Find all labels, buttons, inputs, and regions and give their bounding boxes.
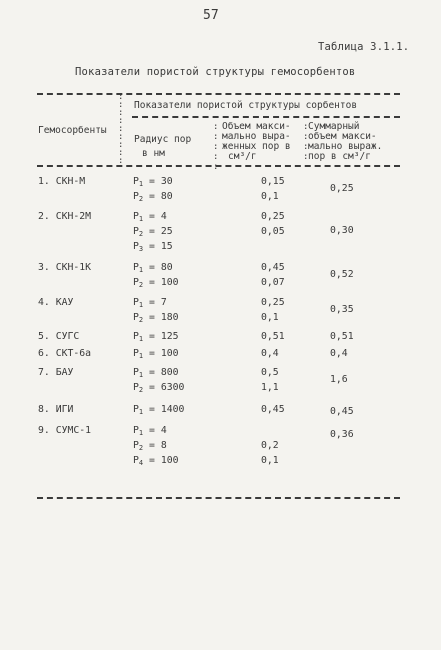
pore-index: 1: [138, 335, 144, 343]
pore-index: 1: [138, 180, 144, 188]
pore-index: 3: [138, 245, 144, 253]
pore-volume: 0,51: [261, 331, 285, 342]
header-col-volume-l3: женных пор в: [222, 141, 291, 152]
header-col-sorbents: Гемосорбенты: [38, 125, 107, 136]
sorbent-name: 6. СКТ-6а: [38, 348, 92, 359]
total-volume: 0,35: [330, 304, 354, 315]
table-number: Таблица 3.1.1.: [318, 41, 410, 53]
header-col-total: [308, 122, 382, 162]
pore-index: 1: [138, 266, 144, 274]
header-col-volume-l1: Объем макси-: [222, 121, 291, 132]
sorbent-name: 5. СУГС: [38, 331, 80, 342]
header-bottom-rule: [37, 165, 400, 167]
pore-volume: 0,45: [261, 404, 285, 415]
header-col-volume-l2: мально выра-: [222, 131, 291, 142]
pore-volume: 1,1: [261, 382, 279, 393]
header-col-volume-l4: см³/г: [228, 151, 257, 162]
pore-radius: $P_2 = 100$: [133, 277, 179, 289]
total-volume: 0,51: [330, 331, 354, 342]
pore-index: 1: [138, 429, 144, 437]
pore-radius: $P_2 = 80$: [133, 191, 173, 203]
pore-radius: $P_1 = 80$: [133, 262, 173, 274]
total-volume: 1,6: [330, 374, 348, 385]
header-group: Показатели пористой структуры сорбентов: [134, 100, 358, 111]
pore-radius: $P_1 = 800$: [133, 367, 179, 379]
pore-volume: 0,45: [261, 262, 285, 273]
pore-volume: 0,1: [261, 455, 279, 466]
pore-index: 2: [138, 316, 144, 324]
total-volume: 0,45: [330, 406, 354, 417]
pore-index: 2: [138, 230, 144, 238]
pore-index: 2: [138, 386, 144, 394]
total-volume: 0,4: [330, 348, 348, 359]
pore-index: 4: [138, 459, 144, 467]
pore-volume: 0,1: [261, 191, 279, 202]
table-title: Показатели пористой структуры гемосорбентов: [75, 66, 356, 78]
pore-radius: $P_2 = 180$: [133, 312, 179, 324]
table-bottom-rule: [37, 497, 400, 499]
sorbent-name: 8. ИГИ: [38, 404, 74, 415]
total-volume: 0,30: [330, 225, 354, 236]
pore-radius: $P_2 = 6300$: [133, 382, 185, 394]
header-separator-2: : : : : :: [213, 122, 219, 172]
pore-radius: $P_3 = 15$: [133, 241, 173, 253]
pore-radius: $P_2 = 25$: [133, 226, 173, 238]
header-col-radius-l2: в нм: [142, 148, 165, 159]
total-volume: 0,52: [330, 269, 354, 280]
sorbent-name: 9. СУМС-1: [38, 425, 92, 436]
sorbent-name: 7. БАУ: [38, 367, 74, 378]
header-col-radius: [134, 135, 191, 163]
pore-volume: 0,25: [261, 297, 285, 308]
header-col-total-l1: Суммарный: [308, 121, 360, 132]
pore-index: 1: [138, 215, 144, 223]
header-separator: : : : : : : : : :: [118, 92, 124, 166]
header-col-total-l2: объем макси-: [308, 131, 377, 142]
pore-volume: 0,2: [261, 440, 279, 451]
header-separator-3: : : : :: [303, 122, 309, 162]
page-number: 57: [203, 8, 219, 23]
header-col-volume: [222, 122, 291, 162]
pore-index: 1: [138, 301, 144, 309]
pore-index: 2: [138, 444, 144, 452]
header-col-total-l4: пор в см³/г: [308, 151, 371, 162]
header-group-rule: [132, 116, 400, 118]
total-volume: 0,36: [330, 429, 354, 440]
pore-radius: $P_1 = 1400$: [133, 404, 185, 416]
pore-volume: 0,05: [261, 226, 285, 237]
pore-index: 2: [138, 195, 144, 203]
pore-index: 1: [138, 352, 144, 360]
header-col-radius-l1: Радиус пор: [134, 134, 192, 145]
pore-radius: $P_1 = 7$: [133, 297, 167, 309]
pore-index: 2: [138, 281, 144, 289]
pore-volume: 0,15: [261, 176, 285, 187]
pore-radius: $P_1 = 30$: [133, 176, 173, 188]
table-top-rule: [37, 93, 400, 95]
pore-radius: $P_1 = 100$: [133, 348, 179, 360]
pore-volume: 0,07: [261, 277, 285, 288]
total-volume: 0,25: [330, 183, 354, 194]
pore-radius: $P_4 = 100$: [133, 455, 179, 467]
sorbent-name: 3. СКН-1К: [38, 262, 92, 273]
sorbent-name: 4. КАУ: [38, 297, 74, 308]
sorbent-name: 2. СКН-2М: [38, 211, 92, 222]
pore-index: 1: [138, 371, 144, 379]
pore-volume: 0,4: [261, 348, 279, 359]
sorbent-name: 1. СКН-М: [38, 176, 86, 187]
pore-radius: $P_1 = 4$: [133, 211, 167, 223]
pore-radius: $P_1 = 4$: [133, 425, 167, 437]
pore-radius: $P_2 = 8$: [133, 440, 167, 452]
pore-volume: 0,25: [261, 211, 285, 222]
header-col-total-l3: мально выраж.: [308, 141, 383, 152]
pore-index: 1: [138, 408, 144, 416]
pore-volume: 0,5: [261, 367, 279, 378]
pore-radius: $P_1 = 125$: [133, 331, 179, 343]
pore-volume: 0,1: [261, 312, 279, 323]
